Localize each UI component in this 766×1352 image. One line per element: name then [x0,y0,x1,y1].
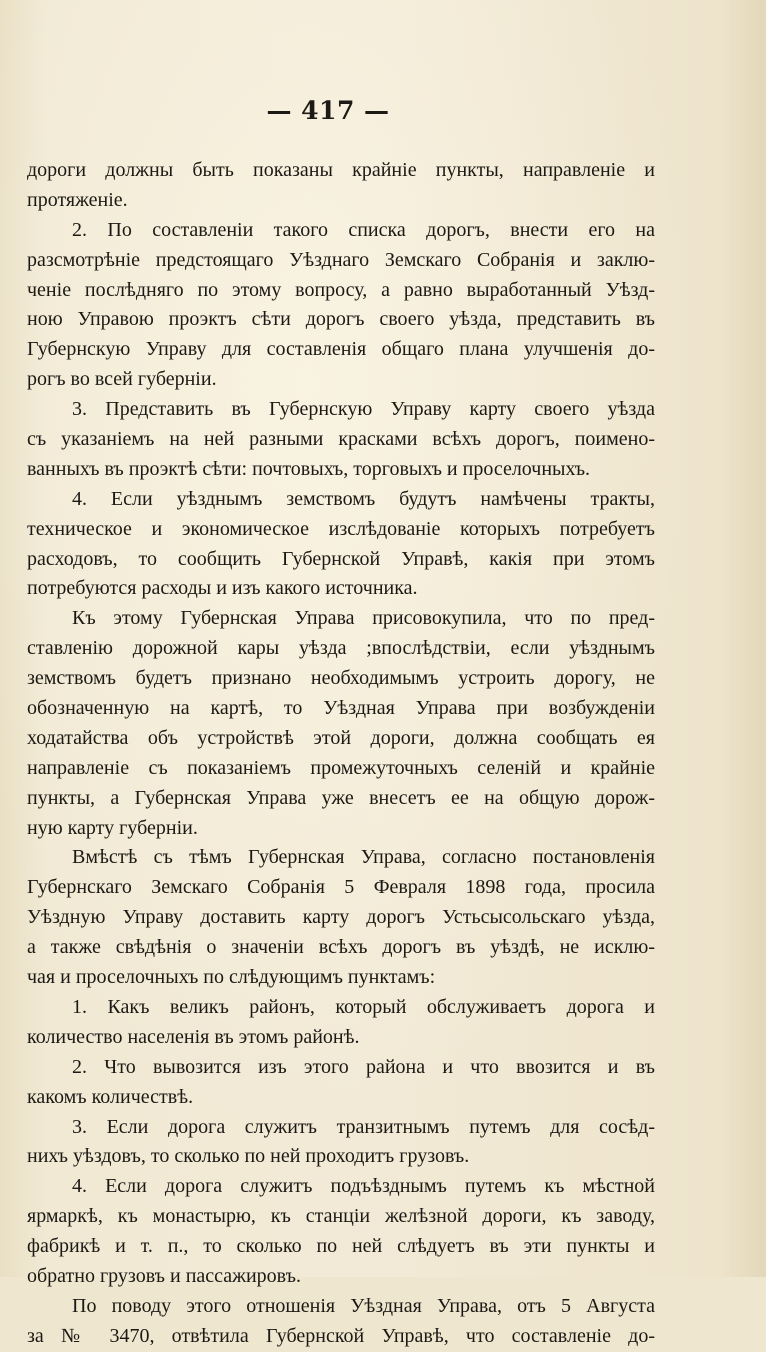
text-line: направленіе съ показаніемъ промежуточныхъ селеній и крайніе [27,756,655,779]
text-line: 3. Представить въ Губернскую Управу карту своего уѣзда [72,398,655,421]
text-line: Уѣздную Управу доставить карту дорогъ Устьсысольскаго уѣзда, [27,906,655,929]
text-line: дороги должны быть показаны крайніе пункты, направленіе и [27,159,655,181]
text-line: расходовъ, то сообщить Губернской Управѣ, какія при этомъ [27,547,655,570]
page-number: — 417 — [266,96,390,125]
text-line: количество населенія въ этомъ районѣ. [27,1025,360,1048]
text-line: 4. Если уѣзднымъ земствомъ будутъ намѣчены тракты, [72,487,655,510]
text-line: какомъ количествѣ. [27,1085,194,1108]
text-line: Губернскаго Земскаго Собранія 5 Февраля 1898 года, просила [27,876,655,899]
text-line: ярмаркѣ, къ монастырю, къ станціи желѣзной дороги, къ заводу, [27,1205,655,1228]
text-line: ную карту губерніи. [27,816,198,839]
text-line: 4. Если дорога служитъ подъѣзднымъ путемъ къ мѣстной [72,1175,655,1198]
text-line: 3. Если дорога служитъ транзитнымъ путемъ для сосѣд- [72,1115,655,1138]
text-line: обозначенную на картѣ, то Уѣздная Управа при возбужденіи [27,697,655,720]
text-line: рогъ во всей губерніи. [27,368,217,391]
text-line: Губернскую Управу для составленія общаго плана улучшенія до- [27,338,655,361]
text-line: ванныхъ въ проэктѣ сѣти: почтовыхъ, торговыхъ и проселочныхъ. [27,457,591,480]
text-line: а также свѣдѣнія о значеніи всѣхъ дорогъ въ уѣздѣ, не исклю- [27,936,655,959]
text-line: 2. Что вывозится изъ этого района и что ввозится и въ [72,1055,655,1078]
text-line: фабрикѣ и т. п., то сколько по ней слѣдуетъ въ эти пункты и [27,1235,655,1258]
text-line: съ указаніемъ на ней разными красками всѣхъ дорогъ, поимено- [27,428,655,451]
text-line: Къ этому Губернская Управа присовокупила, что по пред- [72,607,655,630]
text-line: 1. Какъ великъ районъ, который обслуживаетъ дорога и [72,995,655,1018]
text-line: нихъ уѣздовъ, то сколько по ней проходитъ грузовъ. [27,1145,470,1168]
text-line: ставленію дорожной кары уѣзда ;впослѣдствіи, если уѣзднымъ [27,637,655,660]
text-line: пункты, а Губернская Управа уже внесетъ ее на общую дорож- [27,786,655,809]
text-line: ною Управою проэктъ сѣти дорогъ своего уѣзда, представить въ [27,308,655,331]
text-line: Вмѣстѣ съ тѣмъ Губернская Управа, согласно постановленія [72,846,655,869]
page-body-text [27,156,655,1352]
text-line: чая и проселочныхъ по слѣдующимъ пунктамъ: [27,966,436,989]
text-line: ходатайства объ устройствѣ этой дороги, должна сообщать ея [27,726,655,749]
text-line: потребуются расходы и изъ какого источника. [27,577,418,600]
text-line: разсмотрѣніе предстоящаго Уѣзднаго Земскаго Собранія и заклю- [27,248,655,271]
text-line: 2. По составленіи такого списка дорогъ, внести его на [72,218,655,241]
text-line: за № 3470, отвѣтила Губернской Управѣ, что составленіе до- [27,1324,655,1347]
text-line: земствомъ будетъ признано необходимымъ устроить дорогу, не [27,667,655,690]
text-line: По поводу этого отношенія Уѣздная Управа, отъ 5 Августа [72,1294,655,1317]
text-line: обратно грузовъ и пассажировъ. [27,1264,301,1287]
text-line: техническое и экономическое изслѣдованіе которыхъ потребуетъ [27,517,655,540]
text-line: ченіе послѣдняго по этому вопросу, а равно выработанный Уѣзд- [27,278,655,301]
text-line: протяженіе. [27,188,128,211]
